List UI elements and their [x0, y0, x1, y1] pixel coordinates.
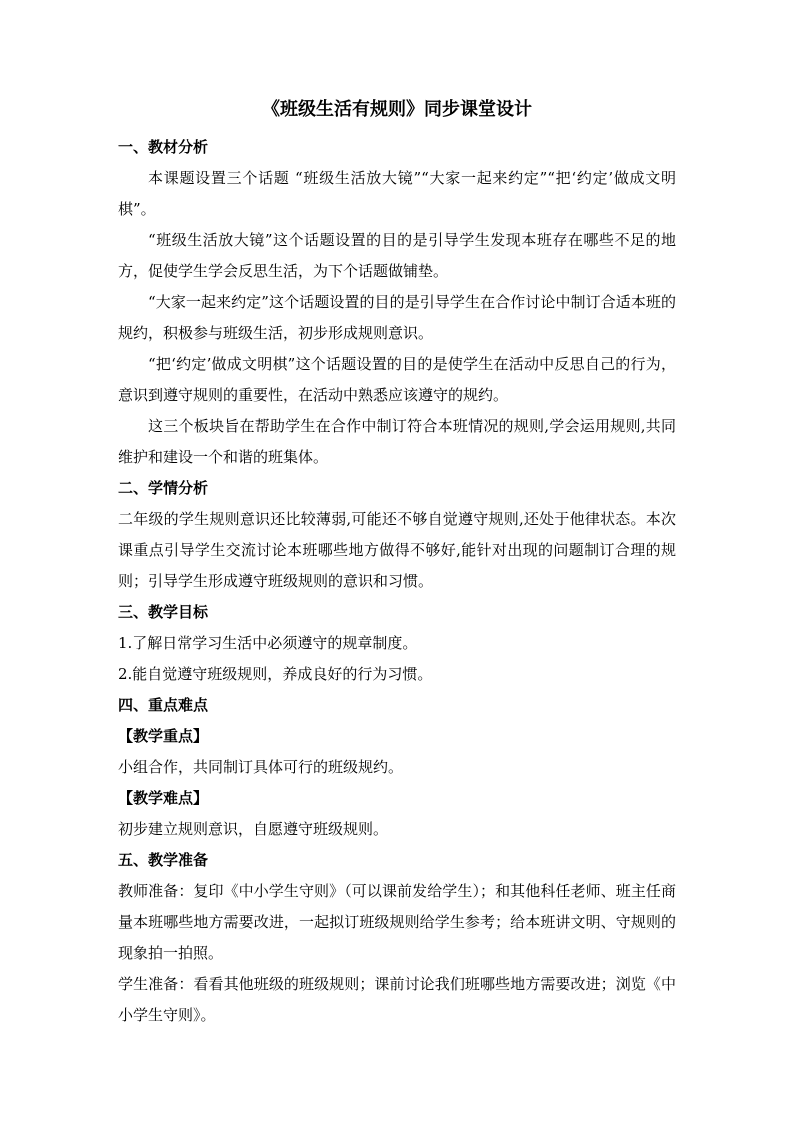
paragraph-topic-chess: “把‘约定’做成文明棋”这个话题设置的目的是使学生在活动中反思自己的行为，意识到遵守规则的重要性，在活动中熟悉应该遵守的规约。 [118, 355, 676, 404]
document-title: 《班级生活有规则》同步课堂设计 [262, 99, 532, 120]
key-point-label: 【教学重点】 [118, 727, 209, 745]
section-heading-textbook-analysis: 一、教材分析 [118, 138, 209, 156]
document-body [118, 132, 676, 1031]
paragraph-modules-purpose: 这三个板块旨在帮助学生在合作中制订符合本班情况的规则,学会运用规则,共同维护和建设一个和谐的班集体。 [118, 417, 676, 466]
key-point-text: 小组合作，共同制订具体可行的班级规约。 [118, 758, 404, 776]
paragraph-teacher-preparation: 教师准备：复印《中小学生守则》（可以课前发给学生）；和其他科任老师、班主任商量本班哪些地方需要改进，一起拟订班级规则给学生参考；给本班讲文明、守规则的现象拍一拍照。 [118, 882, 676, 962]
difficult-point-text: 初步建立规则意识，自愿遵守班级规则。 [118, 820, 389, 838]
paragraph-learner-analysis: 二年级的学生规则意识还比较薄弱,可能还不够自觉遵守规则,还处于他律状态。本次课重点引导学生交流讨论本班哪些地方做得不够好,能针对出现的问题制订合理的规则；引导学生形成遵守班级规则的意识和习惯。 [118, 510, 676, 590]
paragraph-student-preparation: 学生准备：看看其他班级的班级规则；课前讨论我们班哪些地方需要改进；浏览《中小学生守则》。 [118, 975, 676, 1024]
difficult-point-label: 【教学难点】 [118, 789, 209, 807]
section-heading-learner-analysis: 二、学情分析 [118, 479, 209, 497]
paragraph-topic-magnifier: “班级生活放大镜”这个话题设置的目的是引导学生发现本班存在哪些不足的地方，促使学生学会反思生活，为下个话题做铺垫。 [118, 231, 676, 280]
section-heading-teaching-goals: 三、教学目标 [118, 603, 209, 621]
paragraph-topic-agreement: “大家一起来约定”这个话题设置的目的是引导学生在合作讨论中制订合适本班的规约，积极参与班级生活，初步形成规则意识。 [118, 293, 676, 342]
goal-item-1: 1.了解日常学习生活中必须遵守的规章制度。 [118, 634, 418, 652]
section-heading-teaching-preparation: 五、教学准备 [118, 851, 209, 869]
goal-item-2: 2.能自觉遵守班级规则，养成良好的行为习惯。 [118, 665, 433, 683]
section-heading-key-difficult-points: 四、重点难点 [118, 696, 209, 714]
paragraph-topics-overview: 本课题设置三个话题 “班级生活放大镜”“大家一起来约定”“把‘约定’做成文明棋”。 [118, 169, 676, 218]
